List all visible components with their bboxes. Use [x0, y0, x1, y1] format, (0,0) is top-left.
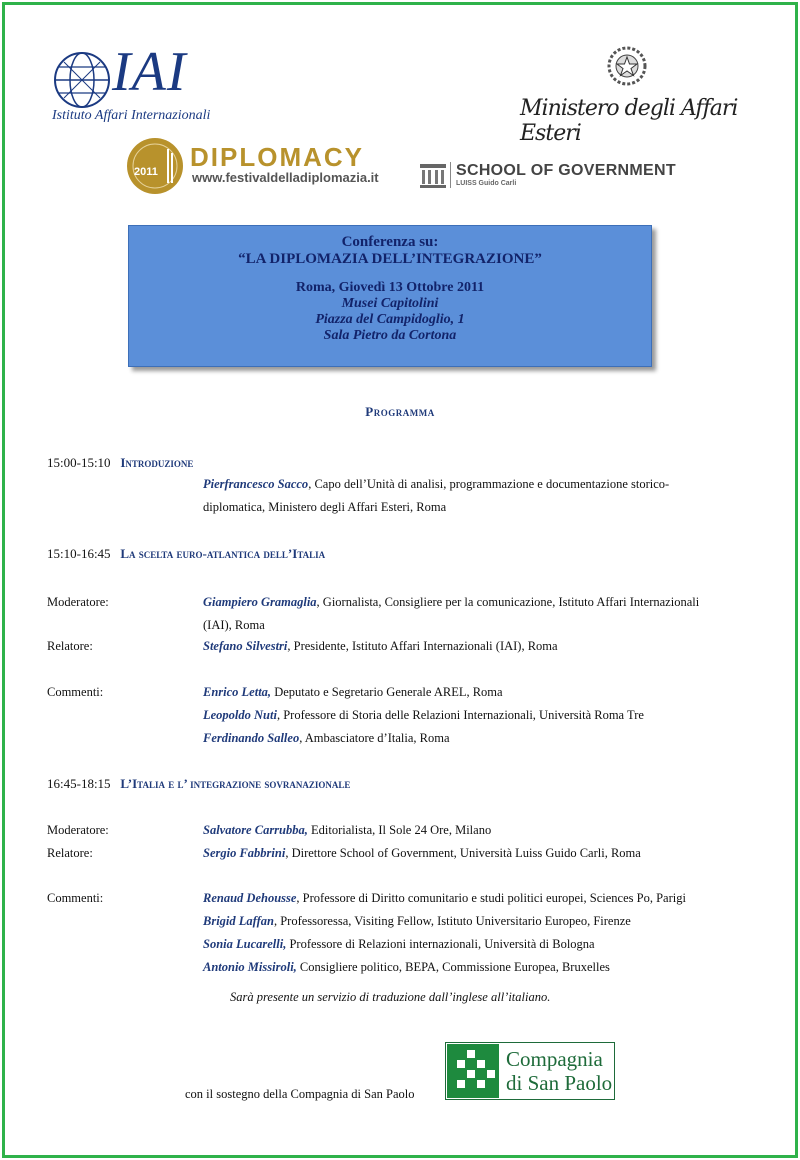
conference-header-box — [128, 225, 652, 367]
speaker-role: , Direttore School of Government, Università Luiss Guido Carli, Roma — [285, 846, 641, 860]
speaker-role: Professore di Relazioni internazionali, Università di Bologna — [286, 937, 595, 951]
session-title: Introduzione — [120, 455, 194, 470]
speaker-entry — [203, 819, 763, 842]
speaker-name: Giampiero Gramaglia — [203, 595, 317, 609]
comment-list — [203, 887, 763, 979]
role-label: Commenti: — [47, 891, 104, 905]
columns-icon — [420, 164, 446, 188]
speaker-entry — [203, 842, 763, 865]
speaker-role: Editorialista, Il Sole 24 Ore, Milano — [307, 823, 492, 837]
role-label: Relatore: — [47, 846, 93, 860]
speaker-role: , Presidente, Istituto Affari Internazionali (IAI), Roma — [287, 639, 558, 653]
conference-room: Sala Pietro da Cortona — [323, 328, 457, 343]
speaker-name: Pierfrancesco Sacco — [203, 477, 309, 491]
role-label: Commenti: — [47, 685, 104, 699]
speaker-name: Sergio Fabbrini — [203, 846, 286, 860]
speaker-role: , Professore di Storia delle Relazioni Internazionali, Università Roma Tre — [276, 708, 644, 722]
speaker-entry — [203, 681, 763, 704]
italian-emblem-icon — [605, 44, 649, 88]
iai-logo-subtitle: Istituto Affari Internazionali — [52, 108, 211, 123]
conference-date: Roma, Giovedì 13 Ottobre 2011 — [295, 280, 485, 295]
translation-note: Sarà presente un servizio di traduzione dall’inglese all’italiano. — [230, 990, 551, 1004]
speaker-name: Ferdinando Salleo — [203, 731, 300, 745]
ministry-logo-text: Ministero degli Affari Esteri — [520, 96, 738, 146]
compagnia-logo-line2: di San Paolo — [506, 1071, 613, 1095]
session-title: La scelta euro-atlantica dell’Italia — [120, 546, 326, 561]
session-title: L’Italia e l’ integrazione sovranazionale — [120, 776, 351, 791]
conference-title: “LA DIPLOMAZIA DELL’INTEGRAZIONE” — [238, 251, 542, 267]
session-time: 15:10-16:45 — [47, 546, 111, 561]
speaker-entry — [203, 910, 763, 933]
speaker-name: Enrico Letta, — [203, 685, 272, 699]
school-logo-title: SCHOOL OF GOVERNMENT — [456, 162, 676, 179]
speaker-entry — [203, 956, 763, 979]
checker-logo-icon — [447, 1044, 499, 1098]
speaker-role: , Professore di Diritto comunitario e studi politici europei, Sciences Po, Parigi — [296, 891, 686, 905]
speaker-role: , Capo dell’Unità di analisi, programmazione e documentazione storico- — [308, 477, 670, 491]
conference-label: Conferenza su: — [341, 234, 439, 250]
diplomacy-logo-icon — [126, 137, 184, 195]
compagnia-logo — [445, 1042, 615, 1100]
speaker-name: Brigid Laffan — [203, 914, 274, 928]
programma-heading: Programma — [365, 404, 435, 419]
role-label: Relatore: — [47, 639, 93, 653]
speaker-role: Deputato e Segretario Generale AREL, Roma — [271, 685, 503, 699]
speaker-name: Antonio Missiroli, — [203, 960, 297, 974]
speaker-role: , Professoressa, Visiting Fellow, Istituto Universitario Europeo, Firenze — [273, 914, 631, 928]
svg-text:2011: 2011 — [134, 166, 158, 178]
role-label: Moderatore: — [47, 823, 109, 837]
speaker-role-cont: diplomatica, Ministero degli Affari Esteri, Roma — [203, 500, 447, 514]
speaker-entry — [203, 635, 763, 658]
conference-venue: Musei Capitolini — [341, 296, 439, 311]
speaker-role: , Ambasciatore d’Italia, Roma — [299, 731, 450, 745]
speaker-entry — [203, 933, 763, 956]
school-logo-divider — [450, 162, 451, 188]
conference-address: Piazza del Campidoglio, 1 — [315, 312, 465, 327]
page-frame — [2, 2, 798, 1158]
diplomacy-logo-title: DIPLOMACY — [190, 142, 364, 172]
speaker-name: Renaud Dehousse — [203, 891, 297, 905]
school-logo-subtitle: LUISS Guido Carli — [456, 180, 517, 187]
globe-icon — [52, 50, 112, 110]
comment-list — [203, 681, 763, 750]
speaker-role: Consigliere politico, BEPA, Commissione Europea, Bruxelles — [296, 960, 610, 974]
speaker-entry — [203, 887, 763, 910]
session-heading — [47, 546, 325, 562]
speaker-role-cont: (IAI), Roma — [203, 618, 265, 632]
session-time: 16:45-18:15 — [47, 776, 111, 791]
speaker-name: Leopoldo Nuti — [203, 708, 277, 722]
speaker-entry — [203, 473, 763, 519]
compagnia-logo-line1: Compagnia — [506, 1047, 603, 1071]
sponsor-text: con il sostegno della Compagnia di San Paolo — [185, 1087, 415, 1101]
iai-logo-text: IAI — [112, 41, 187, 103]
speaker-name: Stefano Silvestri — [203, 639, 288, 653]
diplomacy-logo-url: www.festivaldelladiplomazia.it — [192, 170, 379, 185]
role-label: Moderatore: — [47, 595, 109, 609]
speaker-role: , Giornalista, Consigliere per la comunicazione, Istituto Affari Internazionali — [316, 595, 700, 609]
session-heading — [47, 455, 193, 471]
speaker-name: Sonia Lucarelli, — [203, 937, 287, 951]
speaker-entry — [203, 591, 763, 637]
session-heading — [47, 776, 350, 792]
speaker-entry — [203, 727, 763, 750]
session-time: 15:00-15:10 — [47, 455, 111, 470]
speaker-entry — [203, 704, 763, 727]
speaker-name: Salvatore Carrubba, — [203, 823, 308, 837]
